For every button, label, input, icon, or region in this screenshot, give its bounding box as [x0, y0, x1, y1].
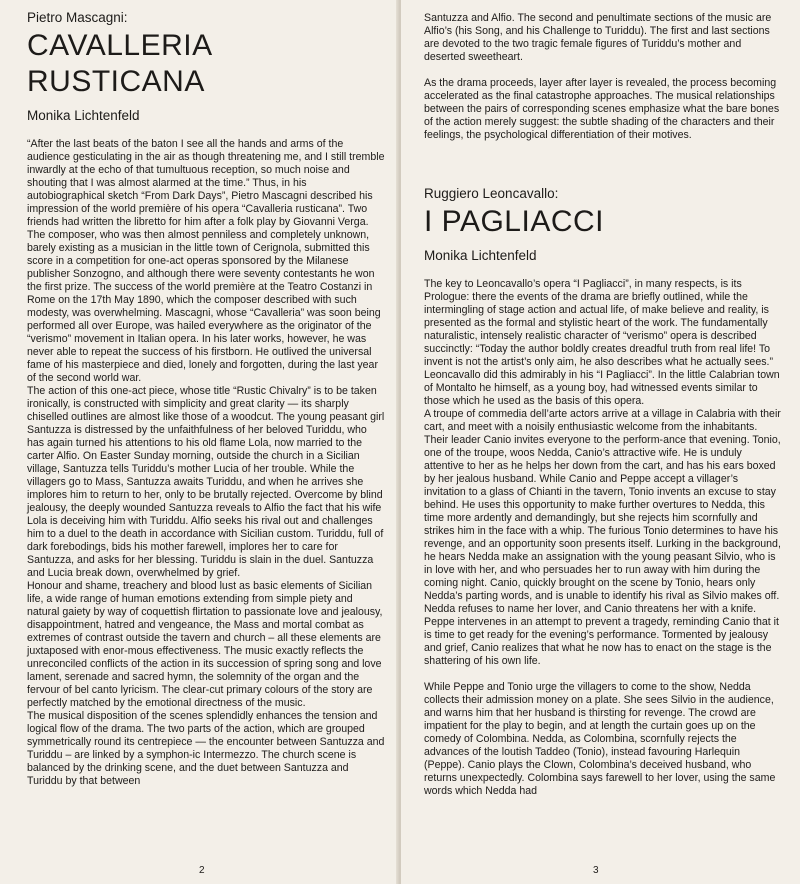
paragraph: The musical disposition of the scenes splendidly enhances the tension and logical flow of the drama. The two parts of the action, which are grouped symmetrically round its centrepiece — the encounter between Santuzza and Turiddu – are linked by a symphon-ic Intermezzo. The church scene is balanced by the drinking scene, and the duet between Santuzza and Turiddu by that between [27, 710, 385, 787]
page-number: 3 [593, 865, 599, 876]
paragraph: Honour and shame, treachery and blood lust as basic elements of Sicilian life, a wide range of human emotions extending from simple piety and natural gaiety by way of coquettish flirtation to passionate love and jealousy, disappointment, hatred and vengeance, the Mass and mortal combat as extremes of contrast outside the tavern and church – all these elements are juxtaposed with enor-mous effectiveness. The music exactly reflects the unreconciled conflicts of the action in its succession of spring song and love lament, serenade and sacred hymn, the solemnity of the organ and the fervour of bel canto lyricism. The clear-cut primary colours of the story are perfectly matched by the emotional directness of the music. [27, 580, 383, 709]
page-number: 2 [199, 865, 205, 876]
paragraph: While Peppe and Tonio urge the villagers to come to the show, Nedda collects their admission money on a plate. She sees Silvio in the audience, and warns him that her husband is thirsting for revenge. The crowd are impatient for the play to begin, and at length the curtain goes up on the comedy of Colombina. Nedda, as Colombina, scornfully rejects the advances of the loutish Taddeo (Tonio), instead favouring Harlequin (Peppe). Canio plays the Clown, Colombina’s deceived husband, who returns unexpectedly. Colombina says farewell to her lover, using the same words which Nedda had [424, 681, 776, 797]
composer-name: Pietro Mascagni: [27, 10, 128, 25]
article-body [424, 278, 782, 798]
left-page [0, 0, 399, 884]
paragraph: The key to Leoncavallo’s opera “I Pagliacci”, in many respects, is its Prologue: there the events of the drama are briefly outlined, while the intermingling of stage action and actual life, of make believe and reality, is presented as the formal and stylistic heart of the work. The fundamentally naturalistic, intensely realistic character of “verismo” opera is described succinctly: “Today the author boldly creates dreadful truth from real life! To invent is not the artist’s only aim, he also describes what he actually sees.” Leoncavallo did this admirably in his “I Pagliacci”. In the little Calabrian town of Montalto he himself, as a young boy, had witnessed events similar to those which he used as the basis of this opera. [424, 278, 780, 407]
continued-text [424, 12, 782, 142]
paragraph: Santuzza and Alfio. The second and penultimate sections of the music are Alfio’s (his Song, and his Challenge to Turiddu). The first and last sections are devoted to the two tragic female figures of Turiddu’s mother and deserted sweetheart. [424, 12, 772, 63]
paragraph: A troupe of commedia dell’arte actors arrive at a village in Calabria with their cart, and meet with a noisily enthusiastic welcome from the inhabitants. Their leader Canio invites everyone to the perform-ance that evening. Tonio, one of the troupe, woos Nedda, Canio’s attractive wife. He is unduly attentive to her as he helps her down from the cart, and has his ears boxed by her jealous husband. While Canio and Peppe accept a villager’s invitation to a glass of Chianti in the tavern, Tonio invents an excuse to stay behind. He uses this opportunity to make further overtures to Nedda, this time more ardently and demandingly, but she rejects him scornfully and strikes him in the face with a whip. The furious Tonio determines to have his revenge, and an opportunity soon presents itself. Lurking in the background, he hears Nedda make an assignation with the young peasant Silvio, who is in love with her, and who persuades her to run away with him during the coming night. Canio, quickly brought on the scene by Tonio, hears only Nedda’s parting words, and is unable to identify his rival as Silvio makes off. Nedda refuses to name her lover, and Canio threatens her with a knife. Peppe intervenes in an attempt to prevent a tragedy, reminding Canio that it is time to get ready for the evening’s performance. Tormented by jealousy and grief, Canio realizes that what he now has to enact on the stage is the shattering of his own life. [424, 408, 781, 667]
opera-title: CAVALLERIA RUSTICANA [27, 29, 211, 98]
paragraph: The action of this one-act piece, whose title “Rustic Chivalry” is to be taken ironically, is constructed with simplicity and great clarity — its sharply chiselled outlines are almost like those of a woodcut. The young peasant girl Santuzza is distressed by the unfaithfulness of her beloved Turiddu, who has again turned his attentions to his old flame Lola, now married to the carter Alfio. On Easter Sunday morning, outside the church in a Sicilian village, Santuzza tells Turiddu’s mother Lucia of her trouble. While the villagers go to Mass, Santuzza awaits Turiddu, and when he arrives she implores him to return to her, only to be brutally rejected. Overcome by blind jealousy, the deeply wounded Santuzza reveals to Alfio the fact that his wife Lola is deceiving him with Turiddu. Alfio seeks his rival out and challenges him to a duel to the death in accordance with Sicilian custom. Turiddu, full of dark forebodings, bids his mother farewell, implores her to care for Santuzza, and asks for her blessing. Turiddu is slain in the duel. Santuzza and Lucia break down, overwhelmed by grief. [27, 385, 385, 579]
opera-title: I PAGLIACCI [424, 205, 604, 238]
author-name: Monika Lichtenfeld [424, 248, 537, 263]
composer-name: Ruggiero Leoncavallo: [424, 186, 559, 201]
paragraph: “After the last beats of the baton I see all the hands and arms of the audience gesticulating in the air as though threatening me, and I still tremble inwardly at the echo of that tumultuous reception, so much noise and shouting that I was almost alarmed at the time.” Thus, in his autobiographical sketch “From Dark Days”, Pietro Mascagni described his impression of the world première of his opera “Cavalleria rusticana”. Two friends had written the libretto for him after a folk play by Giovanni Verga. The composer, who was then almost penniless and completely unknown, barely existing as a musician in the little town of Cerignola, submitted this score in a competition for one-act operas sponsored by the Milanese publisher Sonzogno, and although there were seventy contestants he won the first prize. The success of the world première at the Teatro Costanzi in Rome on the 17th May 1890, which the composer described with such modesty, was overwhelming. Mascagni, whose “Cavalleria” was soon being performed all over Europe, was hailed everywhere as the originator of the “verismo” movement in Italian opera. In his later works, however, he was never able to repeat the success of his firstborn. He outlived the universal fame of his masterpiece and died, lonely and forgotten, during the last year of the second world war. [27, 138, 385, 384]
right-page [401, 0, 800, 884]
article-body [27, 138, 385, 788]
author-name: Monika Lichtenfeld [27, 108, 140, 123]
paragraph: As the drama proceeds, layer after layer is revealed, the process becoming accelerated as the final catastrophe approaches. The musical relationships between the pairs of corresponding scenes emphasize what the bare bones of the action merely suggest: the subtle shading of the characters and their feelings, the psychological differentiation of their motives. [424, 77, 780, 141]
